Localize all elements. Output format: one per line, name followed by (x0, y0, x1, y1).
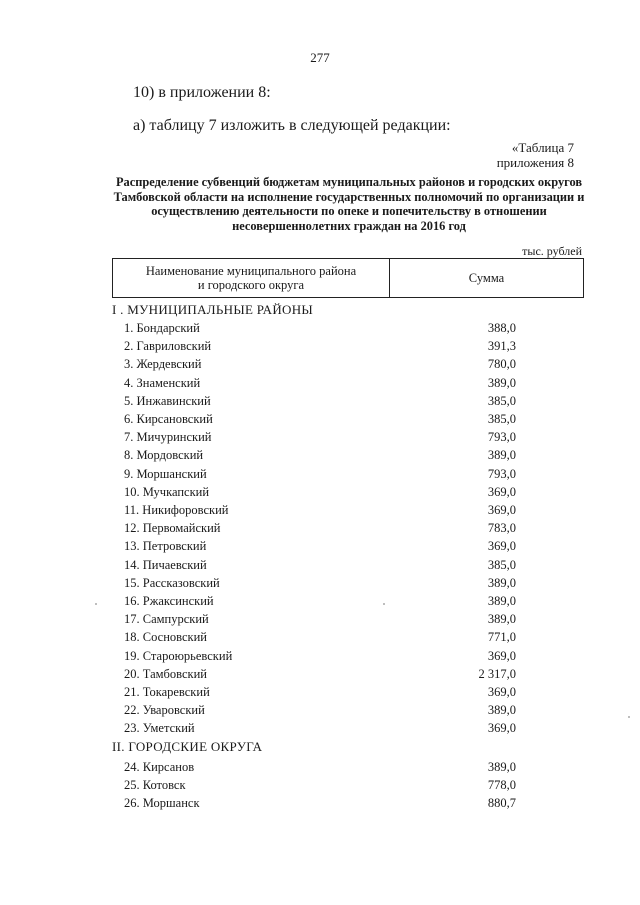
table-row (124, 647, 516, 665)
row-amount: 369,0 (487, 721, 516, 736)
table-row (124, 410, 516, 428)
row-name: 26. Моршанск (124, 796, 200, 811)
table-row (124, 776, 516, 794)
table-row (124, 519, 516, 537)
table-reference-line-1: «Таблица 7 (511, 140, 574, 155)
row-amount: 2 317,0 (478, 666, 516, 681)
table-row (124, 665, 516, 683)
table-row (124, 374, 516, 392)
section-title-districts: I . МУНИЦИПАЛЬНЫЕ РАЙОНЫ (112, 302, 314, 317)
row-amount: 771,0 (487, 630, 516, 645)
table-row (124, 446, 516, 464)
row-amount: 369,0 (487, 648, 516, 663)
column-header-sum: Сумма (468, 270, 505, 285)
table-row (124, 556, 516, 574)
row-name: 1. Бондарский (124, 321, 200, 335)
row-name: 19. Староюрьевский (124, 648, 233, 663)
row-name: 17. Сампурский (124, 612, 209, 627)
row-amount: 389,0 (487, 612, 516, 627)
row-name: 16. Ржаксинский (124, 594, 214, 608)
row-name: 8. Мордовский (124, 448, 204, 463)
row-amount: 389,0 (487, 760, 516, 774)
row-amount: 793,0 (487, 430, 516, 445)
row-name: 23. Уметский (124, 721, 195, 736)
table-row (124, 610, 516, 628)
units-label: тыс. рублей (522, 244, 582, 258)
table-row (124, 628, 516, 646)
row-name: 11. Никифоровский (124, 503, 229, 517)
row-name: 25. Котовск (124, 778, 186, 793)
row-name: 12. Первомайский (124, 521, 221, 536)
row-amount: 880,7 (487, 796, 516, 811)
table-row (124, 758, 516, 776)
scan-speck (383, 603, 385, 605)
row-name: 15. Рассказовский (124, 575, 220, 590)
row-amount: 389,0 (487, 594, 516, 608)
table-reference-line-2: приложения 8 (496, 155, 574, 170)
row-name: 3. Жердевский (124, 357, 202, 372)
row-name: 13. Петровский (124, 539, 207, 554)
row-name: 14. Пичаевский (124, 557, 207, 572)
row-amount: 385,0 (487, 557, 516, 572)
table-row (124, 319, 516, 337)
scan-speck (95, 603, 97, 605)
row-amount: 385,0 (487, 412, 516, 426)
row-name: 5. Инжавинский (124, 393, 211, 408)
row-name: 20. Тамбовский (124, 666, 207, 681)
row-amount: 389,0 (487, 448, 516, 463)
row-amount: 780,0 (487, 357, 516, 372)
table-row (124, 592, 516, 610)
table-header (112, 258, 584, 298)
row-name: 24. Кирсанов (124, 760, 195, 774)
row-name: 6. Кирсановский (124, 412, 213, 426)
table-row (124, 465, 516, 483)
table-row (124, 537, 516, 555)
table-row (124, 337, 516, 355)
page-number: 277 (310, 50, 330, 65)
item-line: 10) в приложении 8: (133, 84, 271, 101)
subitem-line: а) таблицу 7 изложить в следующей редакции: (133, 117, 451, 134)
table-row (124, 683, 516, 701)
row-amount: 369,0 (487, 685, 516, 699)
table-row (124, 428, 516, 446)
row-name: 4. Знаменский (124, 375, 201, 390)
table-row (124, 719, 516, 737)
row-name: 18. Сосновский (124, 630, 207, 645)
table-row (124, 392, 516, 410)
row-amount: 389,0 (487, 703, 516, 718)
table-row (124, 574, 516, 592)
row-amount: 389,0 (487, 575, 516, 590)
row-amount: 385,0 (487, 393, 516, 408)
row-name: 7. Мичуринский (124, 430, 212, 445)
row-amount: 793,0 (487, 466, 516, 481)
column-header-name: Наименование муниципального района и городского округа (113, 259, 390, 297)
row-amount: 389,0 (487, 375, 516, 390)
table-row (124, 483, 516, 501)
row-name: 2. Гавриловский (124, 339, 212, 354)
row-amount: 783,0 (487, 521, 516, 536)
row-amount: 391,3 (487, 339, 516, 354)
row-name: 22. Уваровский (124, 703, 205, 718)
scan-speck (628, 716, 630, 718)
row-amount: 369,0 (487, 539, 516, 554)
table-row (124, 355, 516, 373)
table-heading: Распределение субвенций бюджетам муниципальных районов и городских округов Тамбовской области на исполнение государственных полномочий по организации и осуществлению деятельности по опеке и попечительству в отношении несовершеннолетних граждан на 2016 год (113, 175, 585, 233)
table-row (124, 501, 516, 519)
row-amount: 388,0 (487, 321, 516, 335)
table-row (124, 794, 516, 812)
row-name: 21. Токаревский (124, 685, 210, 699)
row-name: 9. Моршанский (124, 466, 207, 481)
table-row (124, 701, 516, 719)
section-title-cities: II. ГОРОДСКИЕ ОКРУГА (112, 739, 263, 754)
row-amount: 369,0 (487, 503, 516, 517)
row-amount: 369,0 (487, 484, 516, 499)
row-amount: 778,0 (487, 778, 516, 793)
row-name: 10. Мучкапский (124, 484, 210, 499)
table-reference (497, 140, 574, 170)
